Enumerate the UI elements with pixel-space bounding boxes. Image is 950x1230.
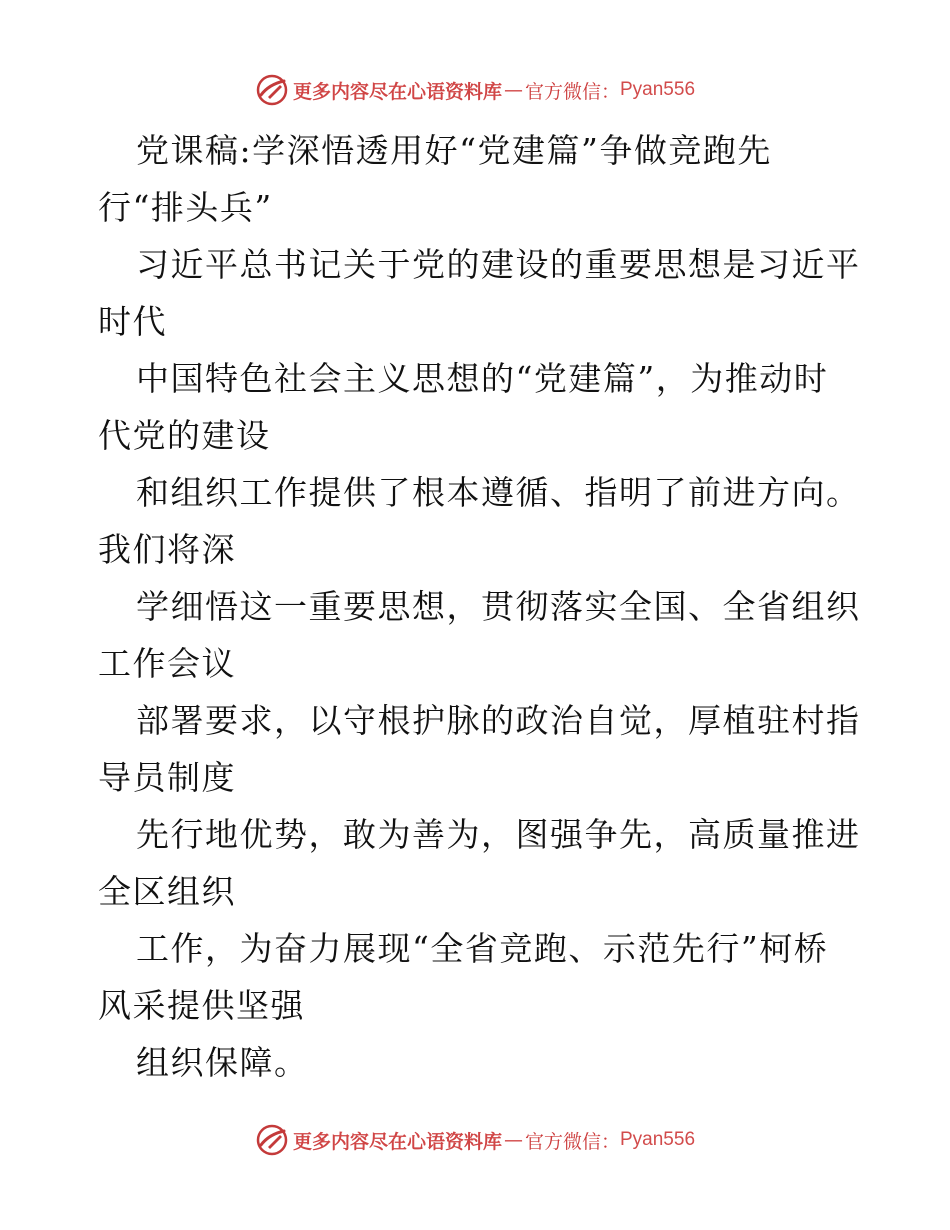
watermark-main-text: 更多内容尽在心语资料库 [292, 1130, 502, 1153]
watermark-wechat-id: Pyan556 [620, 79, 696, 100]
pen-logo-icon [255, 1123, 289, 1157]
watermark-main-text: 更多内容尽在心语资料库 [292, 80, 502, 103]
paragraph-line: 学细悟这一重要思想，贯彻落实全国、全省组织 [136, 587, 861, 626]
watermark-dash: — [503, 79, 523, 101]
paragraph-line: 先行地优势，敢为善为，图强争先，高质量推进 [136, 815, 861, 854]
document-body [98, 122, 861, 1091]
paragraph-line: 风采提供坚强 [98, 986, 305, 1025]
pen-logo-icon [255, 73, 289, 107]
paragraph-line: 我们将深 [98, 530, 236, 569]
paragraph-line: 工作会议 [98, 644, 236, 683]
paragraph-line: 部署要求，以守根护脉的政治自觉，厚植驻村指 [136, 701, 861, 740]
title-line-2: 行“排头兵” [98, 188, 273, 227]
watermark-sub-text: 官方微信： [524, 80, 620, 103]
watermark-wechat-id: Pyan556 [620, 1129, 696, 1150]
footer-watermark [0, 1120, 950, 1160]
paragraph-line: 习近平总书记关于党的建设的重要思想是习近平 [136, 245, 861, 284]
title-line-1: 党课稿:学深悟透用好“党建篇”争做竞跑先 [136, 131, 772, 170]
paragraph-line: 组织保障。 [136, 1043, 309, 1082]
paragraph-line: 和组织工作提供了根本遵循、指明了前进方向。 [136, 473, 861, 512]
paragraph-line: 全区组织 [98, 872, 236, 911]
header-watermark [0, 70, 950, 110]
watermark-sub-text: 官方微信： [524, 1130, 620, 1153]
watermark-dash: — [503, 1129, 523, 1151]
paragraph-line: 时代 [98, 302, 167, 341]
paragraph-line: 导员制度 [98, 758, 236, 797]
paragraph-line: 中国特色社会主义思想的“党建篇”，为推动时 [136, 359, 829, 398]
paragraph-line: 代党的建设 [98, 416, 271, 455]
paragraph-line: 工作，为奋力展现“全省竞跑、示范先行”柯桥 [136, 929, 829, 968]
